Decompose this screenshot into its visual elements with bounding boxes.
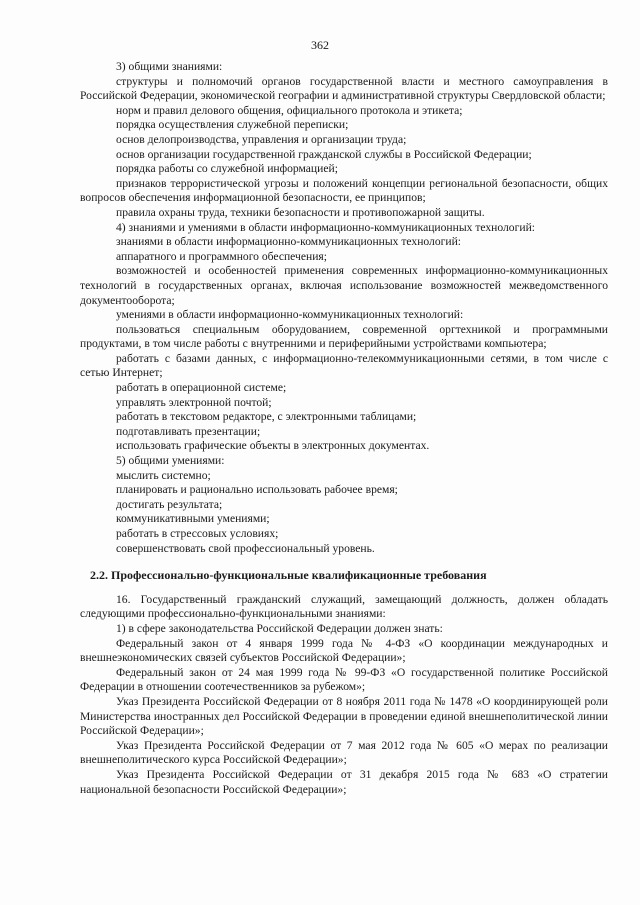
paragraph: основ организации государственной гражданской службы в Российской Федерации; [116, 147, 532, 161]
document-body [80, 60, 608, 797]
paragraph: аппаратного и программного обеспечения; [116, 249, 327, 263]
paragraph: признаков террористической угрозы и положений концепции региональной безопасности, общих вопросов обеспечения информационной безопасности, ее принципов; [80, 176, 608, 205]
paragraph: правила охраны труда, техники безопасности и противопожарной защиты. [116, 205, 485, 219]
paragraph: 16. Государственный гражданский служащий, замещающий должность, должен обладать следующими профессионально-функциональными знаниями: [80, 592, 608, 621]
paragraph: 5) общими умениями: [116, 454, 225, 468]
paragraph: возможностей и особенностей применения современных информационно-коммуникационных технологий в государственных органах, включая использование возможностей межведомственного документооборота; [80, 264, 608, 307]
paragraph: основ делопроизводства, управления и организации труда; [116, 132, 407, 146]
paragraph: 4) знаниями и умениями в области информационно-коммуникационных технологий: [116, 220, 535, 234]
paragraph: работать в стрессовых условиях; [116, 527, 279, 540]
paragraph: Федеральный закон от 4 января 1999 года № 4-ФЗ «О координации международных и внешнеэкономических связей субъектов Российской Федерации»; [80, 636, 608, 665]
paragraph: подготавливать презентации; [116, 424, 261, 438]
paragraph: коммуникативными умениями; [116, 512, 270, 526]
paragraph: совершенствовать свой профессиональный уровень. [116, 541, 375, 555]
paragraph: управлять электронной почтой; [116, 395, 272, 409]
paragraph: Федеральный закон от 24 мая 1999 года № 99-ФЗ «О государственной политике Российской Федерации в отношении соотечественников за рубежом»; [80, 665, 608, 694]
paragraph: мыслить системно; [116, 468, 211, 482]
paragraph: 3) общими знаниями: [116, 60, 223, 73]
paragraph: 1) в сфере законодательства Российской Федерации должен знать: [116, 621, 443, 635]
paragraph: работать с базами данных, с информационно-телекоммуникационными сетями, в том числе с сетью Интернет; [80, 351, 608, 380]
paragraph: норм и правил делового общения, официального протокола и этикета; [116, 103, 463, 117]
paragraph: Указ Президента Российской Федерации от 7 мая 2012 года № 605 «О мерах по реализации внешнеполитического курса Российской Федерации»; [80, 738, 608, 767]
paragraph: планировать и рационально использовать рабочее время; [116, 483, 398, 497]
paragraph: Указ Президента Российской Федерации от 31 декабря 2015 года № 683 «О стратегии национальной безопасности Российской Федерации»; [80, 767, 608, 796]
paragraph: порядка работы со служебной информацией; [116, 162, 338, 176]
paragraph: умениями в области информационно-коммуникационных технологий: [116, 308, 464, 322]
paragraph: пользоваться специальным оборудованием, современной оргтехникой и программными продуктами, в том числе работы с внутренними и периферийными устройствами компьютера; [80, 322, 608, 351]
paragraph: Указ Президента Российской Федерации от 8 ноября 2011 года № 1478 «О координирующей роли Министерства иностранных дел Российской Федерации в проведении единой внешнеполитической линии Российской Федерации»; [80, 694, 608, 738]
paragraph: знаниями в области информационно-коммуникационных технологий: [116, 235, 462, 249]
paragraph: работать в операционной системе; [116, 381, 287, 395]
paragraph: достигать результата; [116, 497, 223, 511]
paragraph: работать в текстовом редакторе, с электронными таблицами; [116, 410, 417, 424]
page-number: 362 [311, 38, 329, 52]
paragraph: структуры и полномочий органов государственной власти и местного самоуправления в Российской Федерации, экономической географии и административной структуры Свердловской области; [80, 74, 608, 103]
section-heading: 2.2. Профессионально-функциональные квалификационные требования [90, 568, 487, 583]
paragraph: порядка осуществления служебной переписки; [116, 118, 349, 132]
paragraph: использовать графические объекты в электронных документах. [116, 439, 430, 453]
